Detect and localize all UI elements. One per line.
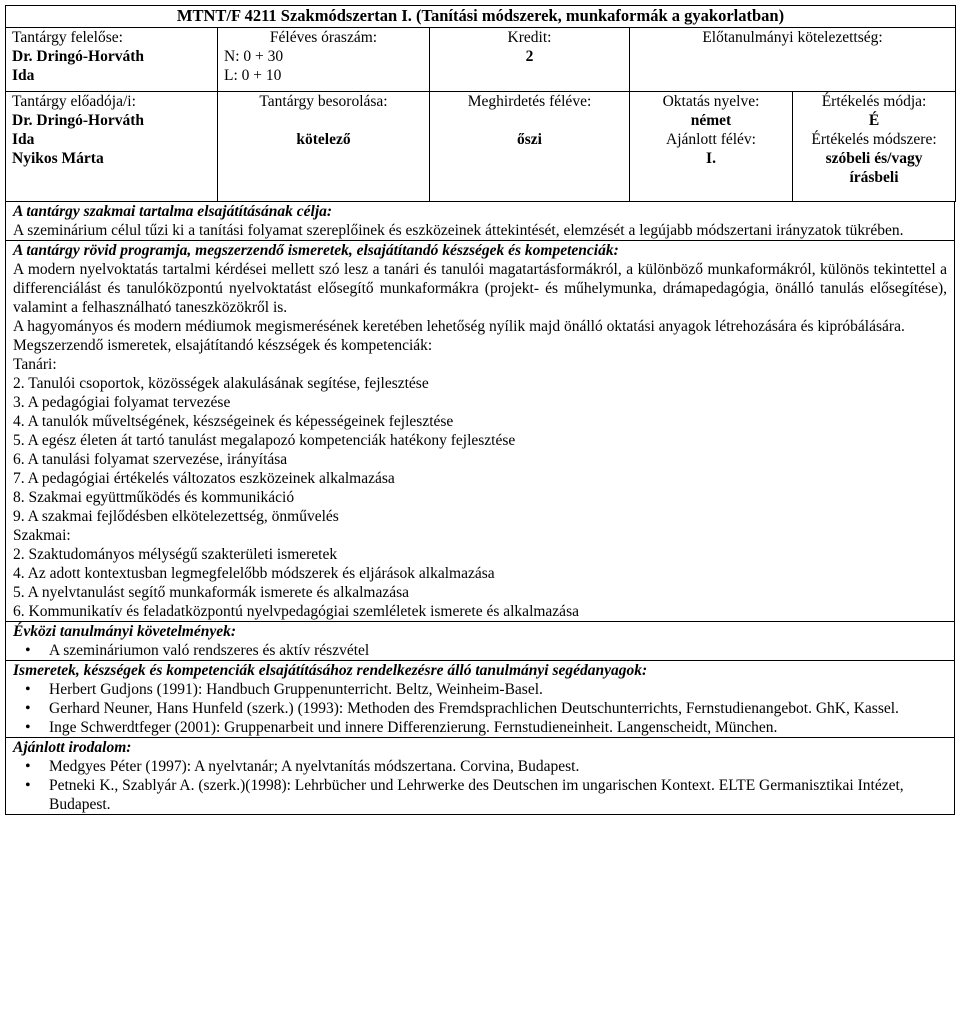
felelos-cell (6, 28, 218, 92)
kredit-label: Kredit: (507, 29, 552, 46)
ertekeles-modszere-value-1: szóbeli és/vagy (825, 150, 923, 167)
ertekeles-modja-value: É (868, 112, 880, 129)
cel-heading: A tantárgy szakmai tartalma elsajátításának célja: (13, 203, 333, 220)
oraszam-n: N: 0 + 30 (224, 48, 284, 65)
program-heading: A tantárgy rövid programja, megszerzendő ismeretek, elsajátítandó készségek és kompetenciák: (13, 242, 619, 259)
segedanyag-heading: Ismeretek, készségek és kompetenciák elsajátításához rendelkezésre álló tanulmányi segédanyagok: (13, 662, 648, 679)
kompetencia-label: Megszerzendő ismeretek, elsajátítandó készségek és kompetenciák: (13, 337, 433, 354)
list-item: 4. A tanulók műveltségének, készségeinek és képességeinek fejlesztése (13, 413, 454, 430)
nyelv-value: német (690, 112, 732, 129)
tanari-label: Tanári: (13, 356, 57, 373)
irodalom-list (13, 757, 947, 814)
elotanulmanyi-cell (630, 28, 956, 92)
ajanlott-label: Ajánlott félév: (666, 131, 756, 148)
felelos-value-1: Dr. Dringó-Horváth (12, 48, 145, 65)
oraszam-l: L: 0 + 10 (224, 67, 282, 84)
list-item: 5. A nyelvtanulást segítő munkaformák ismerete és alkalmazása (13, 584, 409, 601)
oraszam-label: Féléves óraszám: (269, 29, 378, 46)
list-item: 3. A pedagógiai folyamat tervezése (13, 394, 231, 411)
besorolas-value: kötelező (296, 131, 351, 148)
kredit-cell (430, 28, 630, 92)
list-item: 4. Az adott kontextusban legmegfelelőbb módszerek és eljárások alkalmazása (13, 565, 495, 582)
eloado-cell (6, 92, 218, 202)
list-item: 6. A tanulási folyamat szervezése, irányítása (13, 451, 288, 468)
eloado-label: Tantárgy előadója/i: (12, 93, 136, 110)
program-paragraph-1: A modern nyelvoktatás tartalmi kérdései mellett szó lesz a tanári és tanulói magatartásformákról, a különböző munkaformákról, különös tekintettel a differenciálást és tanulóközpontú nyelvoktatást elősegítő munkaformákra (projekt- és műhelymunka, drámapedagógia, önálló tanulás elősegítése), valamint a felhasználható taneszközökről is. (13, 261, 947, 316)
felelos-label: Tantárgy felelőse: (12, 29, 123, 46)
nyelv-label: Oktatás nyelve: (662, 93, 760, 110)
list-item: 2. Szaktudományos mélységű szakterületi ismeretek (13, 546, 338, 563)
irodalom-heading: Ajánlott irodalom: (13, 739, 132, 756)
header-table (5, 5, 956, 202)
list-item: 8. Szakmai együttműködés és kommunikáció (13, 489, 295, 506)
felelos-value-2: Ida (12, 67, 35, 84)
program-paragraph-2: A hagyományos és modern médiumok megismerésének keretében lehetőség nyílik majd önálló oktatási anyagok létrehozására és kipróbálására. (13, 318, 905, 335)
list-item: • A szemináriumon való rendszeres és aktív részvétel (49, 641, 947, 660)
elotanulmanyi-label: Előtanulmányi kötelezettség: (702, 29, 883, 46)
evkozi-heading: Évközi tanulmányi követelmények: (13, 623, 237, 640)
evkozi-list (13, 641, 947, 660)
meghirdetes-value: őszi (517, 131, 542, 148)
irodalom-section (5, 738, 955, 815)
eloado-3: Nyikos Márta (12, 150, 104, 167)
segedanyag-section (5, 661, 955, 738)
szakmai-list (13, 545, 947, 621)
evkozi-section (5, 622, 955, 661)
besorolas-cell (218, 92, 430, 202)
oraszam-cell (218, 28, 430, 92)
nyelv-cell (630, 92, 793, 202)
cel-text: A szeminárium célul tűzi ki a tanítási folyamat szereplőinek és eszközeinek áttekintését, elemzését a legújabb módszertani irányzatok tükrében. (13, 222, 904, 239)
ertekeles-modszere-label: Értékelés módszere: (811, 131, 937, 148)
list-item: • Petneki K., Szablyár A. (szerk.)(1998): Lehrbücher und Lehrwerke des Deutschen im ungarischen Kontext. ELTE Germanisztikai Intézet, Budapest. (49, 776, 947, 814)
meghirdetes-label: Meghirdetés féléve: (467, 93, 592, 110)
ajanlott-value: I. (706, 150, 716, 167)
list-item: 5. A egész életen át tartó tanulást megalapozó kompetenciák hatékony fejlesztése (13, 432, 516, 449)
course-sheet (5, 5, 955, 1017)
kredit-value: 2 (525, 48, 534, 65)
list-item: • Gerhard Neuner, Hans Hunfeld (szerk.) (1993): Methoden des Fremdsprachlichen Deutschunterrichts, Fernstudienangebot. GhK, Kassel. (49, 699, 947, 718)
segedanyag-list (13, 680, 947, 737)
besorolas-label: Tantárgy besorolása: (259, 93, 388, 110)
ertekeles-cell (793, 92, 956, 202)
list-item: 7. A pedagógiai értékelés változatos eszközeinek alkalmazása (13, 470, 395, 487)
list-item: • Herbert Gudjons (1991): Handbuch Gruppenunterricht. Beltz, Weinheim-Basel. (49, 680, 947, 699)
list-item: 6. Kommunikatív és feladatközpontú nyelvpedagógiai szemléletek ismerete és alkalmazása (13, 603, 579, 620)
program-section (5, 241, 955, 622)
ertekeles-modszere-value-2: írásbeli (849, 169, 899, 186)
course-title: MTNT/F 4211 Szakmódszertan I. (Tanítási módszerek, munkaformák a gyakorlatban) (6, 6, 956, 28)
cel-section (5, 202, 955, 241)
tanari-list (13, 374, 947, 526)
list-item: • Medgyes Péter (1997): A nyelvtanár; A nyelvtanítás módszertana. Corvina, Budapest. (49, 757, 947, 776)
list-item: • Inge Schwerdtfeger (2001): Gruppenarbeit und innere Differenzierung. Fernstudieneinheit. Langenscheidt, München. (49, 718, 947, 737)
ertekeles-modja-label: Értékelés módja: (821, 93, 927, 110)
list-item: 9. A szakmai fejlődésben elkötelezettség, önművelés (13, 508, 339, 525)
list-item: 2. Tanulói csoportok, közösségek alakulásának segítése, fejlesztése (13, 375, 429, 392)
eloado-1: Dr. Dringó-Horváth (12, 112, 145, 129)
meghirdetes-cell (430, 92, 630, 202)
szakmai-label: Szakmai: (13, 527, 71, 544)
eloado-2: Ida (12, 131, 35, 148)
